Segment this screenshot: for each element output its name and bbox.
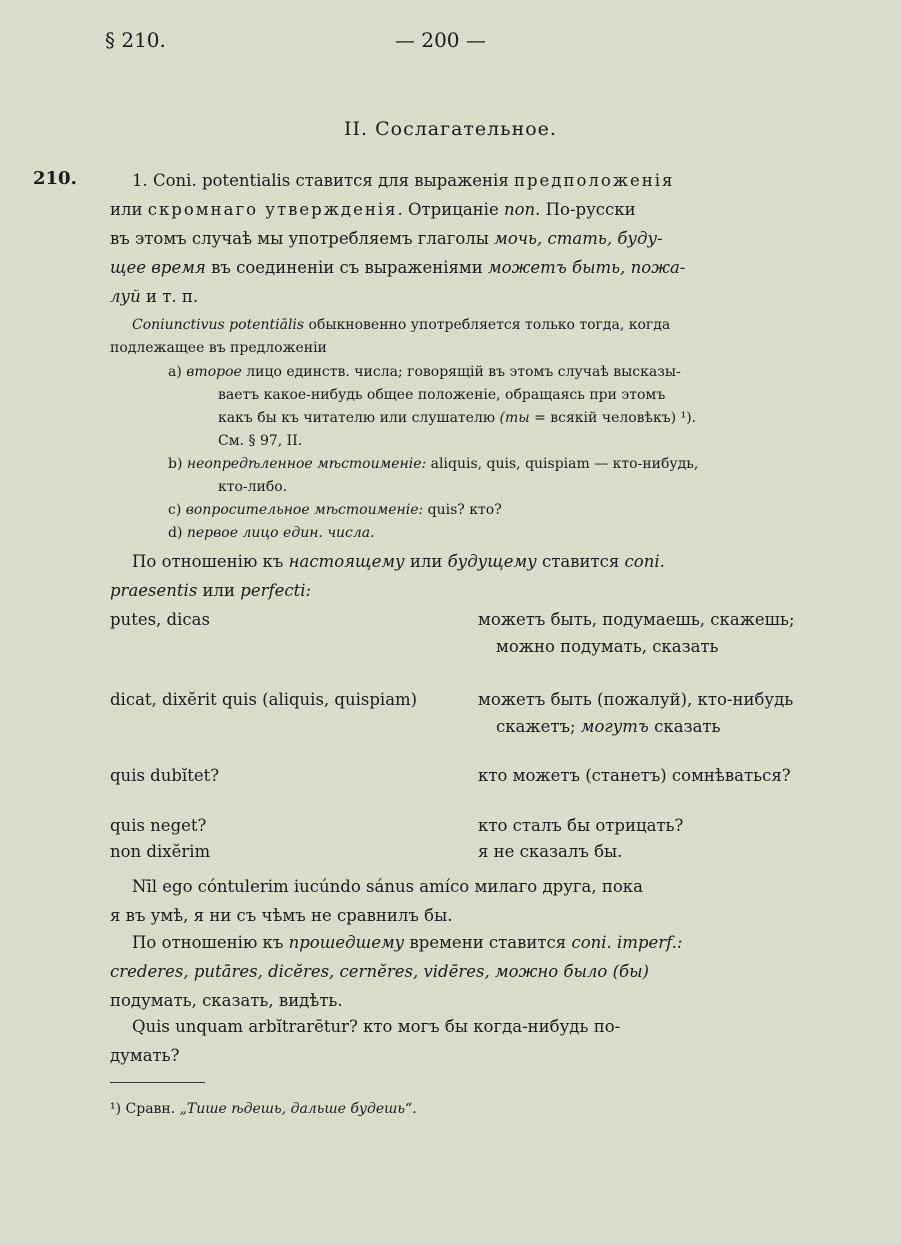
example-russian-1: можетъ быть, подумаешь, скажешь; можно подумать, сказать bbox=[478, 610, 795, 656]
nil-ego-paragraph: Nīl ego cóntulerim iucúndo sánus amíco милаго друга, пока я въ умѣ, я ни съ чѣмъ не сравнилъ бы. bbox=[110, 877, 643, 925]
footnote-rule bbox=[110, 1082, 205, 1083]
example-russian-5: я не сказалъ бы. bbox=[478, 842, 623, 861]
emph-supposition: предположенія bbox=[513, 171, 675, 190]
example-russian-4: кто сталъ бы отрицать? bbox=[478, 816, 684, 835]
example-latin-4: quis neget? bbox=[110, 816, 207, 835]
example-latin-2: dicat, dixĕrit quis (aliquis, quispiam) bbox=[110, 690, 418, 709]
emph-modest-assertion: скромнаго утвержденія bbox=[147, 200, 398, 219]
footnote: ¹) Сравн. „Тише ѣдешь, дальше будешь“. bbox=[110, 1101, 417, 1117]
past-paragraph: По отношенію къ прошедшему времени ставится coni. imperf.: crederes, putāres, dicĕres, cernĕres, vidēres, можно было (бы) подумать, сказать, видѣть. bbox=[110, 933, 683, 1010]
note-item-c: c) вопросительное мѣстоименіе: quis? кто? bbox=[168, 502, 502, 518]
example-russian-2: можетъ быть (пожалуй), кто-нибудь скажетъ; могутъ сказать bbox=[478, 690, 794, 736]
note-item-d: d) первое лицо един. числа. bbox=[168, 525, 375, 541]
small-print-note: Coniunctivus potentiālis обыкновенно употребляется только тогда, когда подлежащее въ предложеніи bbox=[110, 317, 671, 356]
example-russian-3: кто можетъ (станетъ) сомнѣваться? bbox=[478, 766, 791, 785]
quis-unquam-paragraph: Quis unquam arbĭtrarētur? кто могъ бы когда-нибудь по- думать? bbox=[110, 1017, 621, 1065]
term-non: non bbox=[503, 200, 536, 219]
note-item-b: b) неопредѣленное мѣстоименіе: aliquis, quis, quispiam — кто-нибудь, кто-либо. bbox=[168, 456, 699, 495]
paragraph-number: 210. bbox=[33, 168, 77, 189]
intro-paragraph: 1. Coni. potentialis ставится для выраженія предположенія или скромнаго утвержденія. Отрицаніе non. По-русски въ этомъ случаѣ мы употребляемъ глаголы мочь, стать, буду- щее время въ соединеніи съ выраженіями можетъ быть, пожа- луй и т. п. bbox=[110, 171, 686, 306]
present-future-paragraph: По отношенію къ настоящему или будущему ставится coni. praesentis или perfecti: bbox=[110, 552, 665, 600]
example-latin-3: quis dubĭtet? bbox=[110, 766, 220, 785]
section-reference: § 210. bbox=[105, 28, 166, 52]
term-coni-potentialis: 1. Coni. potentialis bbox=[132, 171, 291, 190]
page-number: — 200 — bbox=[395, 28, 486, 52]
section-heading: II. Сослагательное. bbox=[344, 118, 557, 140]
example-latin-5: non dixĕrim bbox=[110, 842, 211, 861]
note-item-a: a) второе лицо единств. числа; говорящій въ этомъ случаѣ высказы- ваетъ какое-нибудь общее положеніе, обращаясь при этомъ какъ бы къ читателю или слушателю (ты = всякій человѣкъ) ¹). См. § 97, II. bbox=[168, 364, 697, 449]
note-list bbox=[168, 361, 808, 545]
example-latin-1: putes, dicas bbox=[110, 610, 210, 629]
